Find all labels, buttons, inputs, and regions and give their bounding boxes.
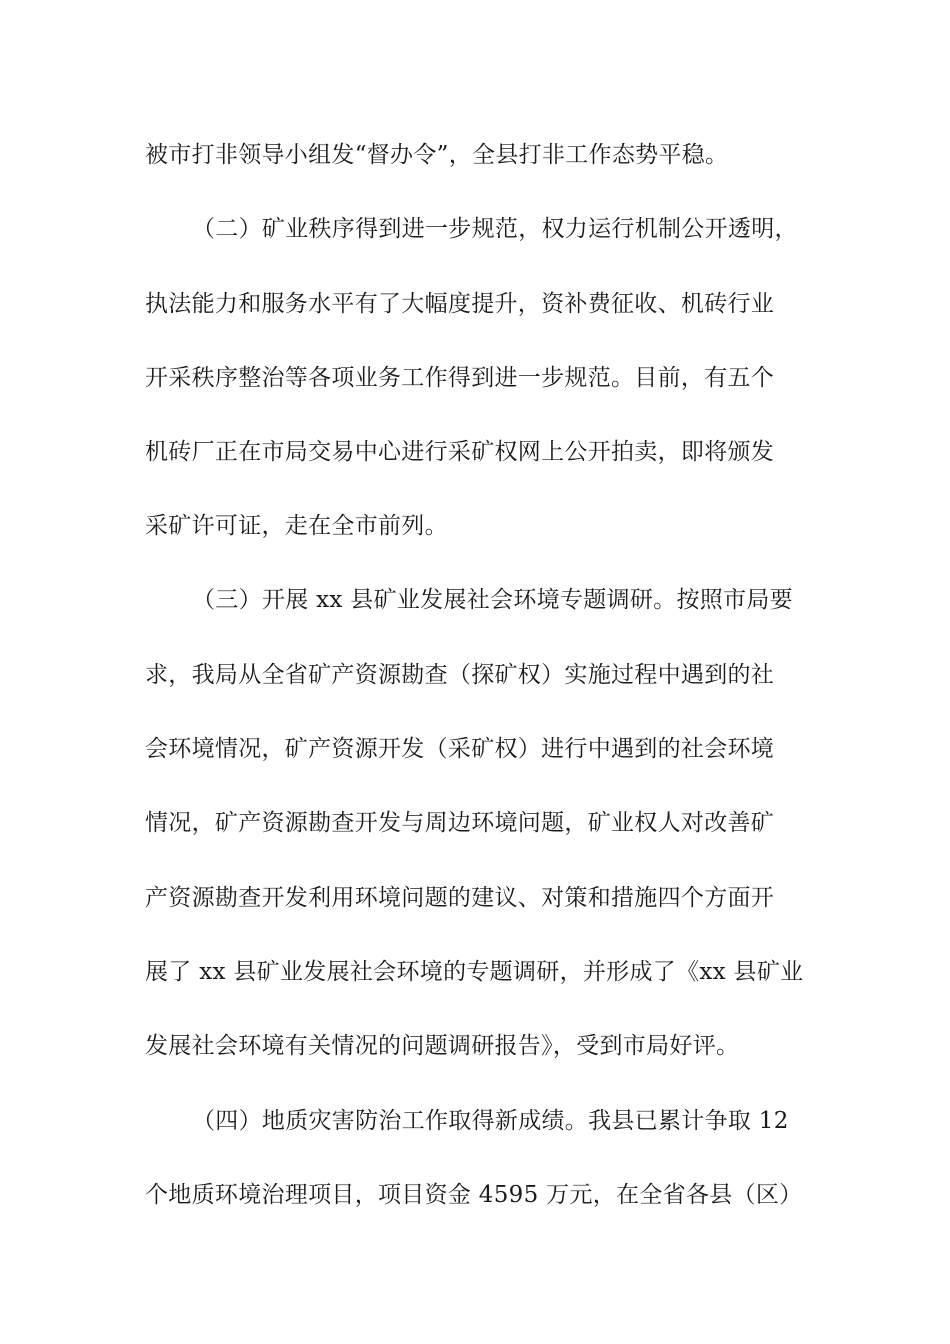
text-line-9: 会环境情况，矿产资源开发（采矿权）进行中遇到的社会环境 [145, 736, 775, 762]
text-line-6: 采矿许可证，走在全市前列。 [145, 513, 448, 539]
text-line-10: 情况，矿产资源勘查开发与周边环境问题，矿业权人对改善矿 [145, 810, 775, 836]
text-line-2: （二）矿业秩序得到进一步规范，权力运行机制公开透明， [192, 216, 798, 242]
text-line-8: 求，我局从全省矿产资源勘查（探矿权）实施过程中遇到的社 [145, 662, 775, 688]
text-line-12: 展了 xx 县矿业发展社会环境的专题调研，并形成了《xx 县矿业 [145, 959, 804, 985]
text-line-1: 被市打非领导小组发“督办令”，全县打非工作态势平稳。 [145, 142, 729, 168]
text-line-7: （三）开展 xx 县矿业发展社会环境专题调研。按照市局要 [192, 587, 793, 613]
text-line-3: 执法能力和服务水平有了大幅度提升，资补费征收、机砖行业 [145, 291, 775, 317]
text-line-15: 个地质环境治理项目，项目资金 4595 万元，在全省各县（区） [145, 1182, 803, 1208]
text-line-14: （四）地质灾害防治工作取得新成绩。我县已累计争取 12 [192, 1108, 789, 1134]
text-line-5: 机砖厂正在市局交易中心进行采矿权网上公开拍卖，即将颁发 [145, 439, 775, 465]
text-line-11: 产资源勘查开发利用环境问题的建议、对策和措施四个方面开 [145, 885, 775, 911]
text-line-4: 开采秩序整治等各项业务工作得到进一步规范。目前，有五个 [145, 365, 775, 391]
text-line-13: 发展社会环境有关情况的问题调研报告》，受到市局好评。 [145, 1033, 740, 1059]
